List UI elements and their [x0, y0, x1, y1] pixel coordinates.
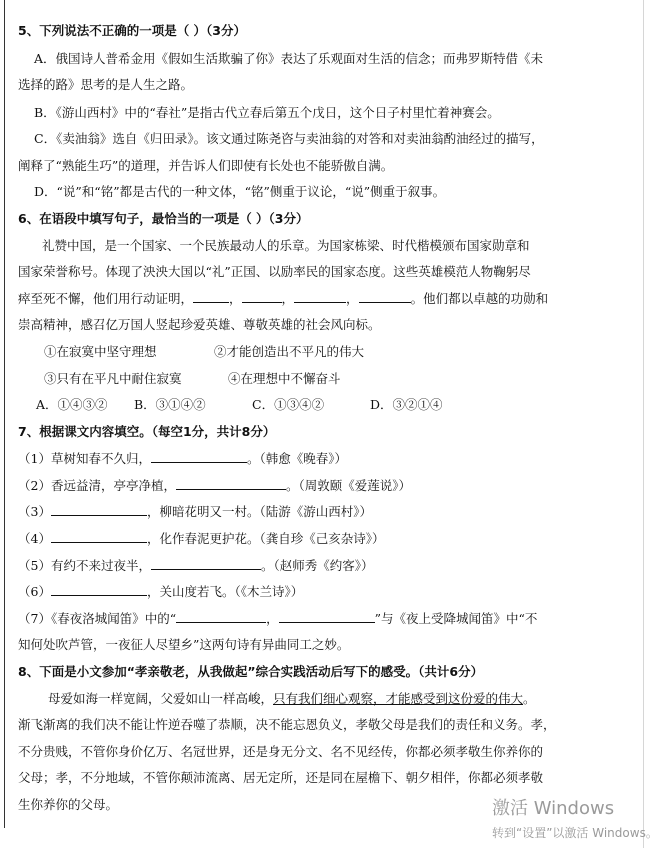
- q8-paragraph-line4: 父母；孝，不分地域，不管你颠沛流离、居无定所，还是同在屋檐下、朝夕相伴，你都必须孝敬: [18, 770, 544, 785]
- q6-blank-2[interactable]: [242, 290, 282, 303]
- q7-blank-3[interactable]: [51, 503, 147, 516]
- q6-choice-a: A．①④③②: [36, 397, 108, 412]
- q7-item-1-text: （1）草树知春不久归，: [18, 451, 151, 466]
- q6-title: 6、在语段中填写句子，最恰当的一项是（ ）（3分）: [18, 211, 309, 226]
- q7-item-3-text: （3）: [18, 504, 51, 519]
- q6-line3-text: 瘁至死不懈，他们用行动证明，: [18, 291, 194, 306]
- q6-option-3: ③只有在平凡中耐住寂寞: [44, 371, 182, 386]
- q5-title: 5、下列说法不正确的一项是（ ）（3分）: [18, 23, 246, 38]
- q6-choice-d: D．③②①④: [370, 397, 443, 412]
- q5-option-c-line1: C．《卖油翁》选自《归田录》。该文通过陈尧咨与卖油翁的对答和对卖油翁酌油经过的描写，: [34, 131, 544, 146]
- q6-sep-2: ，: [281, 291, 295, 306]
- q7-item-4-source: ，化作春泥更护花。（龚自珍《己亥杂诗》）: [146, 531, 385, 546]
- q8-line1-text: 母爱如海一样宽阔，父爱如山一样高峻，: [48, 691, 274, 706]
- q6-paragraph-line2: 国家荣誉称号。体现了泱泱大国以“礼”正国、以励率民的国家态度。这些英雄模范人物鞠躬尽: [18, 264, 531, 279]
- q7-item-2-text: （2）香远益清，亭亭净植，: [18, 478, 176, 493]
- q7-item-7: [18, 610, 537, 628]
- q6-line3-end: 。他们都以卓越的功勋和: [410, 291, 549, 306]
- q7-item-2: [18, 477, 411, 495]
- q5-option-a-line1: A．俄国诗人普希金用《假如生活欺骗了你》表达了乐观面对生活的信念；而弗罗斯特借《未: [34, 51, 544, 66]
- q7-item-3: [18, 503, 372, 521]
- q8-underlined-sentence: 只有我们细心观察，才能感受到这份爱的伟大: [273, 691, 524, 706]
- q6-paragraph-line3: [18, 290, 548, 308]
- q5-option-a-line2: 选择的路》思考的是人生之路。: [18, 77, 194, 92]
- watermark-subtitle: 转到“设置”以激活 Windows。: [492, 826, 658, 840]
- q7-blank-4[interactable]: [51, 530, 147, 543]
- q7-item-1: [18, 450, 347, 468]
- q7-item-2-source: 。（周敦颐《爱莲说》）: [285, 478, 411, 493]
- q7-blank-1[interactable]: [151, 450, 247, 463]
- q5-option-d: D．“说”和“铭”都是古代的一种文体，“铭”侧重于议论，“说”侧重于叙事。: [34, 184, 446, 199]
- q7-item-6: [18, 583, 303, 601]
- q7-title: 7、根据课文内容填空。（每空1分，共计8分）: [18, 424, 276, 439]
- q7-item-7-sep: ，: [266, 611, 279, 626]
- q6-option-1: ①在寂寞中坚守理想: [44, 344, 157, 359]
- q5-option-b: B．《游山西村》中的“春社”是指古代立春后第五个戊日，这个日子村里忙着神赛会。: [34, 105, 500, 120]
- q7-item-7-text: （7）《春夜洛城闻笛》中的“: [18, 611, 177, 626]
- q7-item-5: [18, 557, 373, 575]
- q6-sep-3: ，: [346, 291, 359, 306]
- q6-option-4: ④在理想中不懈奋斗: [228, 371, 341, 386]
- windows-activation-watermark: [492, 794, 658, 841]
- q5-option-c-line2: 阐释了“熟能生巧”的道理，并告诉人们即使有长处也不能骄傲自满。: [18, 158, 394, 173]
- q6-option-2: ②才能创造出不平凡的伟大: [214, 344, 365, 359]
- watermark-title: 激活 Windows: [492, 798, 615, 819]
- q7-item-5-source: 。（赵师秀《约客》）: [260, 558, 374, 573]
- q7-item-6-source: ，关山度若飞。（《木兰诗》）: [146, 584, 304, 599]
- q6-choice-b: B．③①④②: [134, 397, 206, 412]
- q7-blank-6[interactable]: [51, 583, 147, 596]
- q7-item-7-line2: 知何处吹芦管，一夜征人尽望乡”这两句诗有异曲同工之妙。: [18, 637, 350, 652]
- q8-paragraph-line1: [48, 690, 536, 708]
- q7-item-5-text: （5）有约不来过夜半，: [18, 558, 151, 573]
- q8-paragraph-line5: 生你养你的父母。: [18, 797, 119, 812]
- q7-item-4-text: （4）: [18, 531, 51, 546]
- page-right-edge: [643, 0, 644, 848]
- q7-item-1-source: 。（韩愈《晚春》）: [246, 451, 347, 466]
- q6-paragraph-line4: 崇高精神，感召亿万国人竖起珍爱英雄、尊敬英雄的社会风向标。: [18, 317, 381, 332]
- q6-blank-1[interactable]: [193, 290, 229, 303]
- q7-item-3-source: ，柳暗花明又一村。（陆游《游山西村》）: [146, 504, 372, 519]
- q8-paragraph-line3: 不分贵贱，不管你身价亿万、名冠世界，还是身无分文、名不见经传，你都必须孝敬生你养你的: [18, 744, 544, 759]
- q8-line1-end: 。: [523, 691, 536, 706]
- page-left-border: [4, 0, 5, 828]
- q7-blank-8[interactable]: [279, 610, 375, 623]
- q8-paragraph-line2: 渐飞渐离的我们决不能让忤逆吞噬了恭顺，决不能忘恩负义，孝敬父母是我们的责任和义务。孝，: [18, 717, 556, 732]
- q7-item-6-text: （6）: [18, 584, 51, 599]
- q7-blank-7[interactable]: [176, 610, 266, 623]
- q7-blank-2[interactable]: [176, 477, 286, 490]
- q6-paragraph-line1: 礼赞中国，是一个国家、一个民族最动人的乐章。为国家栋梁、时代楷模颁布国家勋章和: [42, 238, 530, 253]
- q7-item-4: [18, 530, 384, 548]
- q8-title: 8、下面是小文参加“孝亲敬老，从我做起”综合实践活动后写下的感受。（共计6分）: [18, 664, 484, 679]
- q7-blank-5[interactable]: [151, 557, 261, 570]
- q7-item-7-end: ”与《夜上受降城闻笛》中“不: [374, 611, 538, 626]
- q6-blank-4[interactable]: [359, 290, 411, 303]
- q6-choice-c: C．①③④②: [252, 397, 325, 412]
- q6-blank-3[interactable]: [294, 290, 346, 303]
- q6-sep-1: ，: [229, 291, 242, 306]
